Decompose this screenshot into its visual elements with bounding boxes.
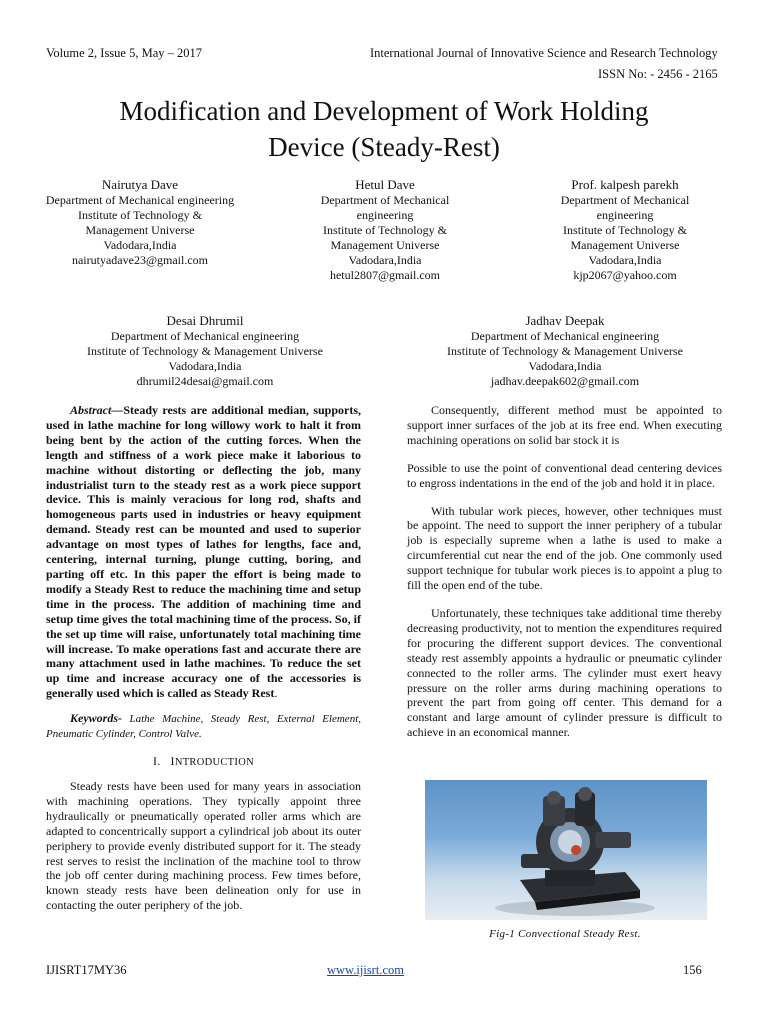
author-email: dhrumil24desai@gmail.com	[136, 374, 274, 388]
author-affiliation: Vadodara,India	[588, 253, 662, 267]
author-affiliation: Management Universe	[330, 238, 440, 252]
title-line-2: Device (Steady-Rest)	[268, 132, 500, 162]
body-paragraph: Possible to use the point of conventional dead centering devices to engross indentations in the end of the job and hold it in place.	[407, 460, 722, 490]
author-affiliation: Management Universe	[570, 238, 680, 252]
author-block	[420, 313, 710, 389]
author-email: jadhav.deepak602@gmail.com	[490, 374, 640, 388]
author-affiliation: Management Universe	[85, 223, 195, 237]
author-affiliation: engineering	[596, 208, 654, 222]
author-name: Prof. kalpesh parekh	[571, 177, 679, 192]
author-affiliation: Department of Mechanical engineering	[470, 329, 660, 343]
author-block	[60, 313, 350, 389]
section-initial: I	[170, 754, 175, 769]
author-affiliation: Vadodara,India	[168, 359, 242, 373]
paper-title	[40, 93, 728, 165]
author-affiliation: engineering	[356, 208, 414, 222]
figure-caption: Fig-1 Convectional Steady Rest.	[489, 928, 641, 940]
body-paragraph: Consequently, different method must be appointed to support inner surfaces of the job at its free end. When executing machining operations on solid bar stock it is	[407, 403, 722, 447]
author-name: Nairutya Dave	[101, 177, 179, 192]
abstract-text: Steady rests are additional median, supports, used in lathe machine for long willowy work to halt it from being bent by the action of the cutting forces. When the length and stiffness of a work piece make it laborious to machine without distorting or deflecting the job, many industrialist turn to the steady rest as a work piece support device. This is mainly veracious for long rod, shafts and homogeneous parts used in industries or heavy equipment demand. Steady rest can be mounted and used to superior advantage on most types of lathes for lengths, face and, centering, internal turning, plunge cutting, boring, and parting off etc. In this paper the effort is being made to modify a Steady Rest to reduce the machining time and setup time in the process. The addition of machining time and setup time gives the total machining time of the process. So, if the set up time will raise, unfortunately total machining time will increase. To make operations fast and accurate there are many attachment used in lathe machines. To reduce the set up time and increase accuracy one of the accessories is generally used which is called as Steady Rest	[46, 403, 361, 701]
author-block	[40, 177, 240, 268]
page-number: 156	[683, 963, 702, 977]
title-line-1: Modification and Development of Work Holding	[119, 96, 649, 126]
footer-url-link[interactable]: www.ijisrt.com	[327, 963, 404, 977]
author-email: hetul2807@gmail.com	[329, 268, 441, 282]
author-email: kjp2067@yahoo.com	[573, 268, 677, 282]
body-paragraph: With tubular work pieces, however, other techniques must be appoint. The need to support the inner periphery of a tubular job is especially supreme when a lathe is used to make a circumferential cut near the end of the job. One commonly used support technique for tubular work pieces is to appoint a plug to fill the open end of the tube.	[407, 503, 722, 593]
author-affiliation: Vadodara,India	[528, 359, 602, 373]
author-name: Hetul Dave	[355, 177, 415, 192]
author-affiliation: Vadodara,India	[103, 238, 177, 252]
left-column	[46, 403, 361, 913]
abstract-lead: Abstract—	[70, 403, 124, 417]
issn: ISSN No: - 2456 - 2165	[598, 67, 718, 81]
section-heading	[46, 754, 361, 771]
author-affiliation: Institute of Technology & Management Universe	[447, 344, 683, 358]
author-affiliation: Department of Mechanical engineering	[110, 329, 300, 343]
author-block	[530, 177, 720, 283]
abstract	[46, 403, 361, 701]
keywords-lead: Keywords-	[70, 711, 122, 726]
steady-rest-figure	[425, 780, 707, 920]
journal-name: International Journal of Innovative Science and Research Technology	[370, 46, 718, 60]
author-block	[295, 177, 475, 283]
author-affiliation: Institute of Technology &	[323, 223, 447, 237]
right-column	[407, 403, 722, 740]
abstract-end: .	[274, 686, 278, 701]
footer-code: IJISRT17MY36	[46, 963, 127, 977]
author-affiliation: Institute of Technology &	[563, 223, 687, 237]
intro-paragraph: Steady rests have been used for many years in association with machining operations. They typically appoint three hydraulically or pneumatically operated roller arms which are adapted to concentrically support a cylindrical job about its outer periphery to provide evenly distributed support for it. The steady rest serves to resist the inclination of the machine tool to throw the job off center during machining process. Few times before, known steady rests have been delineation only for use in contacting the outer periphery of the job.	[46, 779, 361, 913]
author-affiliation: Department of Mechanical	[560, 193, 690, 207]
author-affiliation: Institute of Technology &	[78, 208, 202, 222]
author-name: Jadhav Deepak	[525, 313, 605, 328]
author-email: nairutyadave23@gmail.com	[71, 253, 208, 267]
volume-info: Volume 2, Issue 5, May – 2017	[46, 46, 203, 60]
keywords	[46, 711, 361, 742]
author-affiliation: Institute of Technology & Management Universe	[87, 344, 323, 358]
author-affiliation: Vadodara,India	[348, 253, 422, 267]
body-paragraph: Unfortunately, these techniques take additional time thereby decreasing productivity, not to mention the expenditures required for procuring the different support devices. The conventional steady rest assembly appoints a hydraulic or pneumatic cylinder connected to the roller arms. The cylinder must exert heavy pressure on the roller arms during machining operations to prevent the part from going off center. This demand for a constant and large amount of cylinder pressure is difficult to achieve in an economical manner.	[407, 605, 722, 740]
section-number: I.	[153, 754, 161, 769]
author-name: Desai Dhrumil	[166, 313, 244, 328]
section-title-rest: NTRODUCTION	[174, 757, 254, 769]
keywords-text: Lathe Machine, Steady Rest, External Element, Pneumatic Cylinder, Control Valve.	[46, 713, 361, 741]
author-affiliation: Department of Mechanical engineering	[45, 193, 235, 207]
steady-rest-illustration	[425, 780, 707, 920]
author-affiliation: Department of Mechanical	[320, 193, 450, 207]
